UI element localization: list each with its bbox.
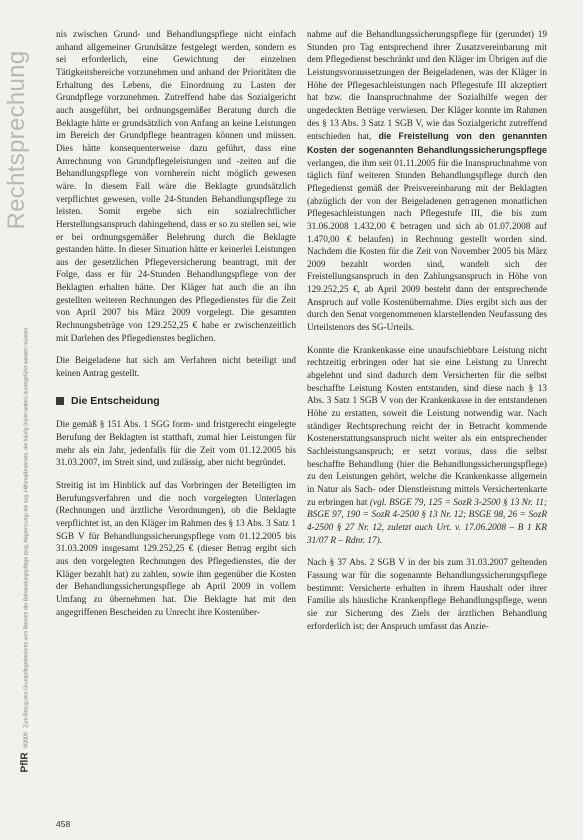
citation-text: (vgl. BSGE 79, 125 = SozR 3-2500 § 13 Nr. 11; BSGE 97, 190 = SozR 4-2500 § 13 Nr. 12; BSGE 98, 26 = SozR 4-2500 § 27 Nr. 12, zuletzt auch Urt. v. 17.06.2008 – B 1 KR 31/07 R – Rdnr. 17).	[307, 497, 547, 546]
paragraph: Die Beigeladene hat sich am Verfahren nicht beteiligt und keinen Antrag gestellt.	[56, 356, 296, 380]
paragraph	[307, 29, 547, 335]
paragraph: Streitig ist im Hinblick auf das Vorbringen der Beteiligten im Berufungsverfahren und die noch vorgelegten Unterlagen (Rechnungen und ärztliche Verordnungen), ob die Beklagte verpflichtet ist, an den Kläger im Rahmen des § 13 Abs. 3 Satz 1 SGB V für Behandlungssicherungspflege vom 01.12.2005 bis 31.03.2009 insgesamt 129.252,25 € (dieser Betrag ergibt sich aus den vorgelegten Rechnungen des Pflegedienstes, die der Kläger bezahlt hat) zu zahlen, sowie ihm gegenüber die Kosten der Behandlungssicherungspflege ab April 2009 in vollem Umfang zu übernehmen hat. Die Beklagte hat mit den angegriffenen Bescheiden zu Unrecht ihre Kostenüber-	[56, 481, 296, 618]
journal-footer	[18, 290, 32, 810]
paragraph-text: Konnte die Krankenkasse eine unaufschiebbare Leistung nicht rechtzeitig erbringen oder hat sie eine Leistung zu Unrecht abgelehnt und sind dadurch dem Versicherten für die selbst beschaffte Leistung Kosten entstanden, sind diese nach § 13 Abs. 3 Satz 1 SGB V von der Krankenkasse in der entstandenen Höhe zu erstatten, soweit die Leistung notwendig war. Nach ständiger Rechtsprechung reicht der in Betracht kommende Kostenerstattungsanspruch nicht weiter als ein entsprechender Sachleistungsanspruch; er setzt voraus, dass die selbst beschaffte Behandlung (hier die Behandlungssicherungspflege) zu den Leistungen gehört, welche die Krankenkasse allgemein in Natur als Sach- oder Dienstleistung mittels Versichertenkarte zu erbringen hat	[307, 345, 547, 508]
page-number: 458	[56, 819, 71, 829]
journal-footer-text	[20, 328, 31, 773]
journal-logo: PflR	[19, 752, 31, 773]
section-title: Rechtsprechung	[3, 50, 30, 230]
emphasis-text: die Freistellung von den genannten Kosten der sogenannten Behandlungssicherungspflege	[307, 131, 547, 155]
section-heading	[56, 395, 296, 408]
paragraph-text: verlangen, die ihm seit 01.11.2005 für die Inanspruchnahme von täglich fünf weiteren Stunden Behandlungspflege durch den Pflegedienst gemäß der Preisvereinbarung mit der Beklagten (abzüglich der von der Beigeladenen getragenen monatlichen Pflegesachleistungen nach Pflegestufe III, die bis zum 31.06.2008 1.432,00 € betragen und sich ab 01.07.2008 auf 1.470,00 € belaufen) in Rechnung gestellt worden sind. Nachdem die Kosten für die Zeit von November 2005 bis März 2009 bezahlt worden sind, wandelt sich der Freistellungsanspruch in den Zahlungsanspruch in Höhe von 129.252,25 €, ab April 2009 besteht dann der entsprechende Anspruch auf volle Kostenübernahme. Dies ergibt sich aus der durch den Senat vorgenommenen klarstellenden Neufassung des Urteilstenors des SG-Urteils.	[307, 158, 547, 334]
footer-note: Zum Bezug des Grundpflegebereichs vom Bereich der Behandlungspflege (sog. Abgrenzung) bei sog. Hilfsmaßnahmen, die häufig (nicht selten) durchgeführt werden müssen	[23, 327, 30, 728]
paragraph-text: nahme auf die Behandlungssicherungspflege für (gerundet) 19 Stunden pro Tag entsprechend ihrer Zusatzvereinbarung mit dem Pflegedienst beschränkt und den Kläger im Übrigen auf die Leistungsvoraussetzungen der Beigeladenen, was der Kläger in Höhe der Pflegesachleistungen nach Pflegestufe III akzeptiert hat bzw. die Inanspruchnahme der Sozialhilfe wegen der ungedeckten Beträge verwiesen. Der Kläger konnte im Rahmen des § 13 Abs. 3 Satz 1 SGB V, wie das Sozialgericht zutreffend entschieden hat,	[307, 30, 547, 143]
bullet-square-icon	[56, 397, 64, 405]
journal-issue: 9/2009	[23, 732, 30, 748]
right-column	[307, 29, 547, 643]
section-heading-text: Die Entscheidung	[71, 394, 160, 407]
paragraph: Die gemäß § 151 Abs. 1 SGG form- und fristgerecht eingelegte Berufung der Beklagten ist statthaft, zumal hier Leistungen für mehr als ein Jahr, jedenfalls für die Zeit vom 01.12.2005 bis 31.03.2007, im Streit sind, und zulässig, aber nicht begründet.	[56, 420, 296, 469]
paragraph	[307, 345, 547, 548]
section-label	[2, 20, 32, 260]
left-column	[56, 29, 296, 629]
paragraph: Nach § 37 Abs. 2 SGB V in der bis zum 31.03.2007 geltenden Fassung war für die sogenannte Behandlungssicherungspflege bestimmt: Versicherte erhalten in ihrem Haushalt oder ihrer Familie als häusliche Krankenpflege Behandlungspflege, wenn sie zur Sicherung des Ziels der ärztlichen Behandlung erforderlich ist; der Anspruch umfasst das Anzie-	[307, 558, 547, 632]
paragraph: nis zwischen Grund- und Behandlungspflege nicht einfach anhand allgemeiner Grundsätze festgelegt werden, sondern es sei erforderlich, eine Gewichtung der einzelnen Tätigkeitsbereiche vorzunehmen und anhand der Prioritäten die Erhaltung des Lebens, die Einordnung zu Lasten der Grundpflege vorzunehmen. Zutreffend habe das Sozialgericht auch ausgeführt, bei ordnungsgemäßer Beratung durch die Beklagte hätte er grundsätzlich von Anfang an keine Leistungen im Bereich der Grundpflege beantragen können und müssen. Dies hätte konsequenterweise dazu geführt, dass eine Anrechnung von Grundpflegeleistungen und -zeiten auf die Behandlungspflege von vornherein nicht möglich gewesen wäre. In diesem Fall wäre die Beklagte grundsätzlich verpflichtet gewesen, volle 24-Stunden Behandlungspflege zu leisten. Somit ergebe sich ein sozialrechtlicher Herstellungsanspruch dahingehend, dass er so zu stellen sei, wie er bei ordnungsgemäßer Belehrung durch die Beklagte gestanden hätte. In dieser Situation hätte er keinerlei Leistungen aus der gesetzlichen Pflegeversicherung beantragt, mit der Folge, dass er für 24-Stunden Behandlungspflege von der Beklagten erhalten hätte. Der Kläger hat auch die an ihn gestellten weiteren Rechnungen des Pflegedienstes für die Zeit von April 2007 bis März 2009 vorgelegt. Die gesamten Rechnungsbeträge von 129.252,25 € habe er zwischenzeitlich mit Darlehen des Pflegedienstes beglichen.	[56, 30, 296, 344]
